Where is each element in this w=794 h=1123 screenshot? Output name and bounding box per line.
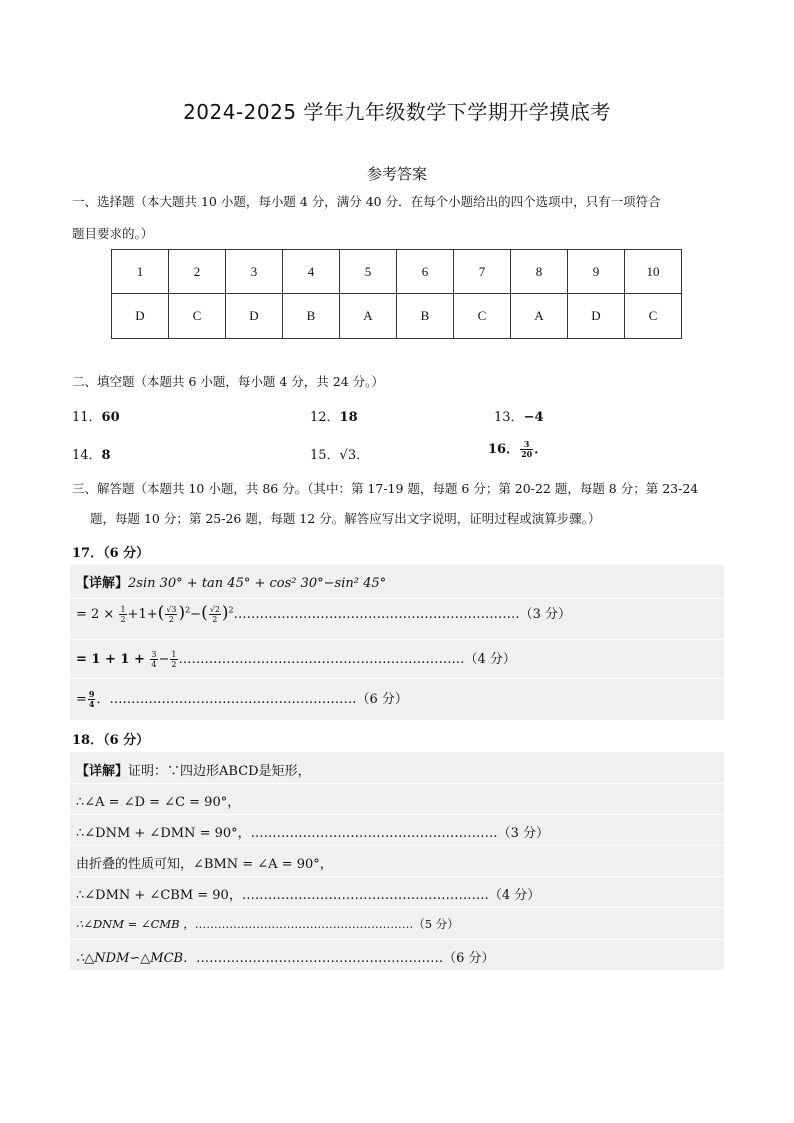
- answer-cell: A: [511, 294, 568, 339]
- fill-number: 16．: [488, 442, 520, 457]
- fill-answer-fraction: $\frac{3}{20}$: [521, 439, 533, 459]
- fill-item-13: [494, 406, 544, 425]
- score-note: （3 分）: [497, 826, 550, 841]
- score-note: （6 分）: [356, 692, 408, 707]
- question-number-row: [112, 250, 682, 294]
- section3-instructions: 三、解答题（本题共 10 小题，共 86 分。（其中：第 17-19 题，每题 6 分；第 20-22 题，每题 8 分；第 23-24: [72, 481, 699, 496]
- question-17-solution: [70, 565, 724, 720]
- question-number: 10: [625, 250, 682, 294]
- fill-number: 15．: [310, 448, 340, 463]
- fill-item-12: [310, 406, 358, 425]
- answer-cell: D: [226, 294, 283, 339]
- math-expression: 2sin 30° + tan 45° + cos² 30°−sin² 45°: [128, 576, 387, 591]
- section2-heading: 二、填空题（本题共 6 小题，每小题 4 分，共 24 分。）: [72, 374, 384, 389]
- fill-number: 13．: [494, 410, 524, 425]
- row-divider: [70, 876, 724, 877]
- fill-answer: 8: [101, 448, 111, 463]
- answer-cell: C: [625, 294, 682, 339]
- question-number: 1: [112, 250, 169, 294]
- score-note: （4 分）: [488, 888, 541, 903]
- answer-cell: D: [112, 294, 169, 339]
- page-subtitle: 参考答案: [366, 165, 427, 183]
- fill-number: 12．: [310, 410, 340, 425]
- question-number: 8: [511, 250, 568, 294]
- fill-number: 14．: [72, 448, 102, 463]
- choice-answer-table: [111, 249, 682, 339]
- proof-line-4: 由折叠的性质可知，∠BMN = ∠A = 90°，: [76, 857, 333, 872]
- question-18-solution: [70, 752, 724, 970]
- score-note: （4 分）: [464, 652, 516, 667]
- fill-item-15: [310, 444, 369, 463]
- proof-line-2: ∴∠A = ∠D = ∠C = 90°，: [76, 795, 241, 810]
- row-divider: [70, 845, 724, 846]
- row-divider: [70, 598, 724, 599]
- row-divider: [70, 907, 724, 908]
- leader-dots: …………………………………………………: [241, 888, 489, 903]
- score-note: （6 分）: [443, 951, 495, 966]
- question-number: 4: [283, 250, 340, 294]
- solution-line-2: = 2 × $\frac{1}{2}$ +1+( $\frac{√3}{2}$ )$^2$−( $\frac{√2}{2}$ )$^2$…………………………………………………………（3 分）: [76, 603, 572, 624]
- section3-instructions-cont: 题，每题 10 分；第 25-26 题，每题 12 分。解答应写出文字说明，证明过程或演算步骤。）: [90, 511, 601, 526]
- score-note: （3 分）: [519, 607, 572, 622]
- leader-dots: …………………………………………………: [194, 917, 414, 931]
- row-divider: [70, 939, 724, 940]
- answer-cell: B: [397, 294, 454, 339]
- question-number: 7: [454, 250, 511, 294]
- fill-answer: √3．: [339, 448, 370, 463]
- proof-line-7: ∴△NDM∽△MCB．…………………………………………………（6 分）: [76, 951, 495, 966]
- answer-row: [112, 294, 682, 339]
- question-number: 5: [340, 250, 397, 294]
- fill-answer: 18: [339, 410, 358, 425]
- fill-number: 11．: [72, 410, 102, 425]
- section1-instructions-cont: 题目要求的。）: [72, 226, 154, 241]
- row-divider: [70, 678, 724, 679]
- answer-cell: A: [340, 294, 397, 339]
- score-note: （5 分）: [413, 917, 459, 931]
- question-number: 9: [568, 250, 625, 294]
- answer-cell: B: [283, 294, 340, 339]
- row-divider: [70, 814, 724, 815]
- page-title: 2024-2025 学年九年级数学下学期开学摸底考: [183, 100, 611, 124]
- fill-answer: −4: [523, 410, 544, 425]
- section1-instructions: 一、选择题（本大题共 10 小题，每小题 4 分，满分 40 分．在每个小题给出的四个选项中，只有一项符合: [72, 194, 661, 209]
- answer-cell: C: [169, 294, 226, 339]
- leader-dots: …………………………………………………………: [233, 607, 520, 622]
- question-number: 6: [397, 250, 454, 294]
- leader-dots: …………………………………………………: [196, 951, 444, 966]
- proof-line-5: ∴∠DMN + ∠CBM = 90，…………………………………………………（4 分）: [76, 888, 541, 903]
- proof-line-3: ∴∠DNM + ∠DMN = 90°，…………………………………………………（3 分）: [76, 826, 550, 841]
- fill-answer: 60: [101, 410, 120, 425]
- fill-item-14: [72, 444, 111, 463]
- question-number: 3: [226, 250, 283, 294]
- question-17-heading: 17．（6 分）: [72, 546, 150, 561]
- proof-line-1: 【详解】证明：∵四边形ABCD是矩形，: [76, 764, 311, 779]
- solution-line-4: = $\frac{9}{4}$ ．…………………………………………………（6 分）: [76, 689, 408, 709]
- answer-cell: C: [454, 294, 511, 339]
- question-number: 2: [169, 250, 226, 294]
- row-divider: [70, 639, 724, 640]
- detail-tag: 【详解】: [76, 576, 129, 591]
- detail-tag: 【详解】: [76, 764, 129, 779]
- proof-line-6: ∴∠DNM = ∠CMB ，…………………………………………………（5 分）: [76, 917, 459, 931]
- question-18-heading: 18．（6 分）: [72, 733, 150, 748]
- leader-dots: …………………………………………………: [250, 826, 498, 841]
- fill-item-11: [72, 406, 120, 425]
- answer-cell: D: [568, 294, 625, 339]
- leader-dots: …………………………………………………: [109, 692, 357, 707]
- leader-dots: …………………………………………………………: [178, 652, 465, 667]
- fill-item-16: 16． $\frac{3}{20}$ ．: [488, 439, 548, 459]
- solution-line-3: = 1 + 1 + $\frac{3}{4}$ − $\frac{1}{2}$ …………………………………………………………（4 分）: [76, 650, 516, 669]
- row-divider: [70, 783, 724, 784]
- solution-line-1: [76, 572, 386, 591]
